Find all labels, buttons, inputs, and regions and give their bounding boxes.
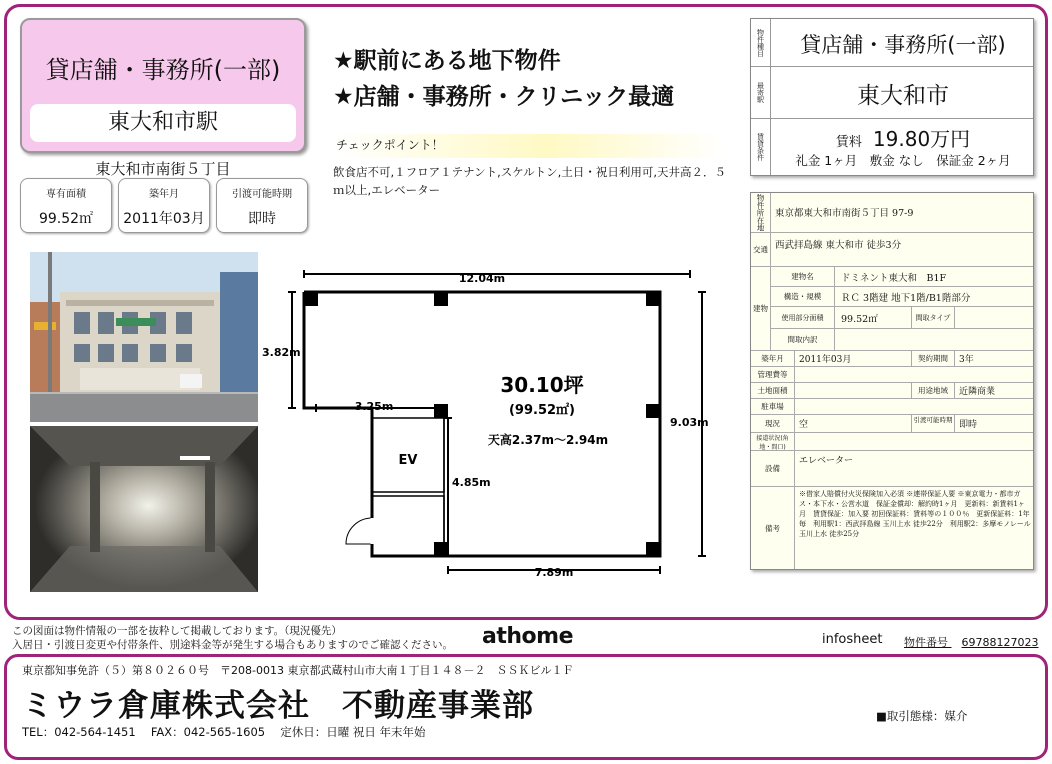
checkpoint-title: チェックポイント！ bbox=[330, 134, 726, 158]
row-value: 東京都東大和市南街５丁目 97-9 bbox=[775, 208, 914, 219]
checkpoint-body: 飲食店不可,１フロア１テナント,スケルトン,土日・祝日利用可,天井高２．５ｍ以上,エレベーター bbox=[333, 165, 726, 197]
row-value: 2011年03月 bbox=[799, 355, 852, 365]
row-key: 建物 bbox=[751, 267, 771, 350]
title-box bbox=[20, 18, 306, 153]
row-key: 建物名 bbox=[771, 267, 835, 287]
contact-line: TEL：042-564-1451 FAX：042-565-1605 定休日：日曜 祝日 年末年始 bbox=[22, 725, 426, 739]
row-key: 管理費等 bbox=[751, 367, 795, 382]
floor-plan bbox=[262, 268, 732, 580]
row-key: 接道状況(角地・間口) bbox=[751, 433, 795, 450]
info-card-label: 引渡可能時期 bbox=[232, 189, 292, 200]
ev-label: EV bbox=[398, 453, 418, 468]
summary-row-type bbox=[751, 19, 1033, 67]
building-name-row bbox=[771, 267, 1033, 287]
area-tsubo: 30.10坪 bbox=[500, 373, 584, 397]
dim-left: 3.82m bbox=[262, 346, 301, 359]
row-value: 3年 bbox=[959, 355, 974, 365]
dim-top: 12.04m bbox=[458, 272, 506, 285]
transaction-type: ■取引態様：媒介 bbox=[876, 709, 968, 723]
rent-value: 19.80万円 bbox=[872, 127, 971, 151]
disclaimer-2: 入居日・引渡日変更や付帯条件、別途料金等が発生する場合もありますのでご確認ください。 bbox=[12, 639, 453, 651]
row-value: ドミネント東大和 B1F bbox=[841, 273, 947, 284]
summary-panel bbox=[750, 18, 1034, 176]
summary-key: 賃貸条件 bbox=[751, 119, 771, 175]
area-row bbox=[771, 307, 1033, 329]
row-value: 99.52㎡ bbox=[841, 314, 878, 325]
info-card-value: 即時 bbox=[248, 211, 276, 227]
summary-key: 最寄駅 bbox=[751, 67, 771, 118]
layout-row bbox=[771, 329, 1033, 351]
details-table bbox=[750, 192, 1034, 570]
row-road bbox=[751, 433, 1033, 451]
row-mgmt bbox=[751, 367, 1033, 383]
summary-key: 物件種目 bbox=[751, 19, 771, 66]
ceiling-height: 天高2.37m～2.94m bbox=[487, 433, 609, 447]
row-key: 物件所在地 bbox=[751, 193, 771, 232]
infosheet-label: infosheet bbox=[822, 632, 883, 647]
license-line: 東京都知事免許（５）第８０２６０号 〒208-0013 東京都武蔵村山市大南１丁目１４８－２ ＳＳＫビル１Ｆ bbox=[22, 664, 574, 677]
summary-row-station bbox=[751, 67, 1033, 119]
address-line: 東大和市南街５丁目 bbox=[95, 160, 231, 178]
disclaimer-1: この図面は物件情報の一部を抜粋して掲載しております。（現況優先） bbox=[12, 625, 342, 637]
row-key: 引渡可能時期 bbox=[911, 415, 955, 433]
property-number bbox=[904, 634, 1038, 650]
headline-2: ★店舗・事務所・クリニック最適 bbox=[333, 84, 675, 110]
dim-inner-width: 3.25m bbox=[354, 400, 394, 413]
row-value: 近隣商業 bbox=[959, 387, 996, 397]
dim-inner-height: 4.85m bbox=[452, 476, 491, 489]
summary-type: 貸店舗・事務所(一部) bbox=[800, 33, 1006, 57]
structure-row bbox=[771, 287, 1033, 307]
headline-1: ★駅前にある地下物件 bbox=[333, 48, 561, 74]
row-building bbox=[751, 267, 1033, 351]
row-key: 備考 bbox=[751, 487, 795, 569]
area-m2: (99.52㎡) bbox=[508, 403, 576, 418]
row-value: ＲＣ 3階建 地下1階/B1階部分 bbox=[841, 293, 971, 304]
property-number-value: 69788127023 bbox=[961, 636, 1039, 649]
row-key: 駐車場 bbox=[751, 399, 795, 414]
info-card-label: 築年月 bbox=[149, 189, 179, 200]
row-notes bbox=[751, 487, 1033, 569]
rent-label: 賃料 bbox=[835, 135, 862, 150]
row-key: 交通 bbox=[751, 233, 771, 266]
dim-bottom: 7.89m bbox=[534, 566, 574, 579]
conditions: 礼金 1ヶ月 敷金 なし 保証金 2ヶ月 bbox=[795, 153, 1011, 168]
row-parking bbox=[751, 399, 1033, 415]
row-value: ※借家人賠償付火災保険加入必須 ※連帯保証人要 ※東京電力・都市ガス・本下水・公営水道 保証金償却：解約時1ヶ月 更新料：新賃料1ヶ月 賃貸保証：加入要 初回保証料：賃料等の１００％ 更新保証料：1年毎 利用駅1：西武拝島線 玉川上水 徒歩22分 利用駅2：多摩モノレール 玉川上水 徒歩25分 bbox=[799, 490, 1031, 538]
row-key: 間取タイプ bbox=[911, 307, 955, 329]
summary-city: 東大和市 bbox=[857, 83, 949, 109]
info-card-handover bbox=[216, 178, 308, 233]
row-land bbox=[751, 383, 1033, 399]
row-key: 現況 bbox=[751, 415, 795, 432]
company-name: ミウラ倉庫株式会社 不動産事業部 bbox=[22, 688, 534, 724]
property-number-label: 物件番号 bbox=[904, 636, 948, 649]
row-equipment bbox=[751, 451, 1033, 487]
row-location bbox=[751, 193, 1033, 233]
row-key: 土地面積 bbox=[751, 383, 795, 398]
row-value: 空 bbox=[799, 420, 809, 430]
row-value: 即時 bbox=[959, 420, 978, 430]
athome-logo: athome bbox=[482, 624, 573, 649]
info-card-area bbox=[20, 178, 112, 233]
interior-photo bbox=[30, 426, 258, 592]
row-value: エレベーター bbox=[799, 456, 854, 466]
row-key: 使用部分面積 bbox=[771, 307, 835, 329]
row-key: 設備 bbox=[751, 451, 795, 486]
row-key: 間取内訳 bbox=[771, 329, 835, 351]
row-status bbox=[751, 415, 1033, 433]
station-name: 東大和市駅 bbox=[30, 104, 296, 142]
info-card-value: 2011年03月 bbox=[123, 211, 205, 227]
info-card-built bbox=[118, 178, 210, 233]
row-transport bbox=[751, 233, 1033, 267]
row-key: 契約期間 bbox=[911, 351, 955, 367]
exterior-photo bbox=[30, 252, 258, 422]
row-key: 用途地域 bbox=[911, 383, 955, 399]
summary-row-terms bbox=[751, 119, 1033, 175]
info-card-value: 99.52㎡ bbox=[38, 211, 94, 227]
dim-right: 9.03m bbox=[670, 416, 709, 429]
rent-line bbox=[773, 123, 1033, 152]
row-key: 構造・規模 bbox=[771, 287, 835, 307]
property-type-title: 貸店舗・事務所(一部) bbox=[45, 56, 281, 84]
row-key: 築年月 bbox=[751, 351, 795, 366]
row-value: 西武拝島線 東大和市 徒歩3分 bbox=[775, 240, 902, 251]
info-card-label: 専有面積 bbox=[46, 189, 86, 200]
row-built bbox=[751, 351, 1033, 367]
